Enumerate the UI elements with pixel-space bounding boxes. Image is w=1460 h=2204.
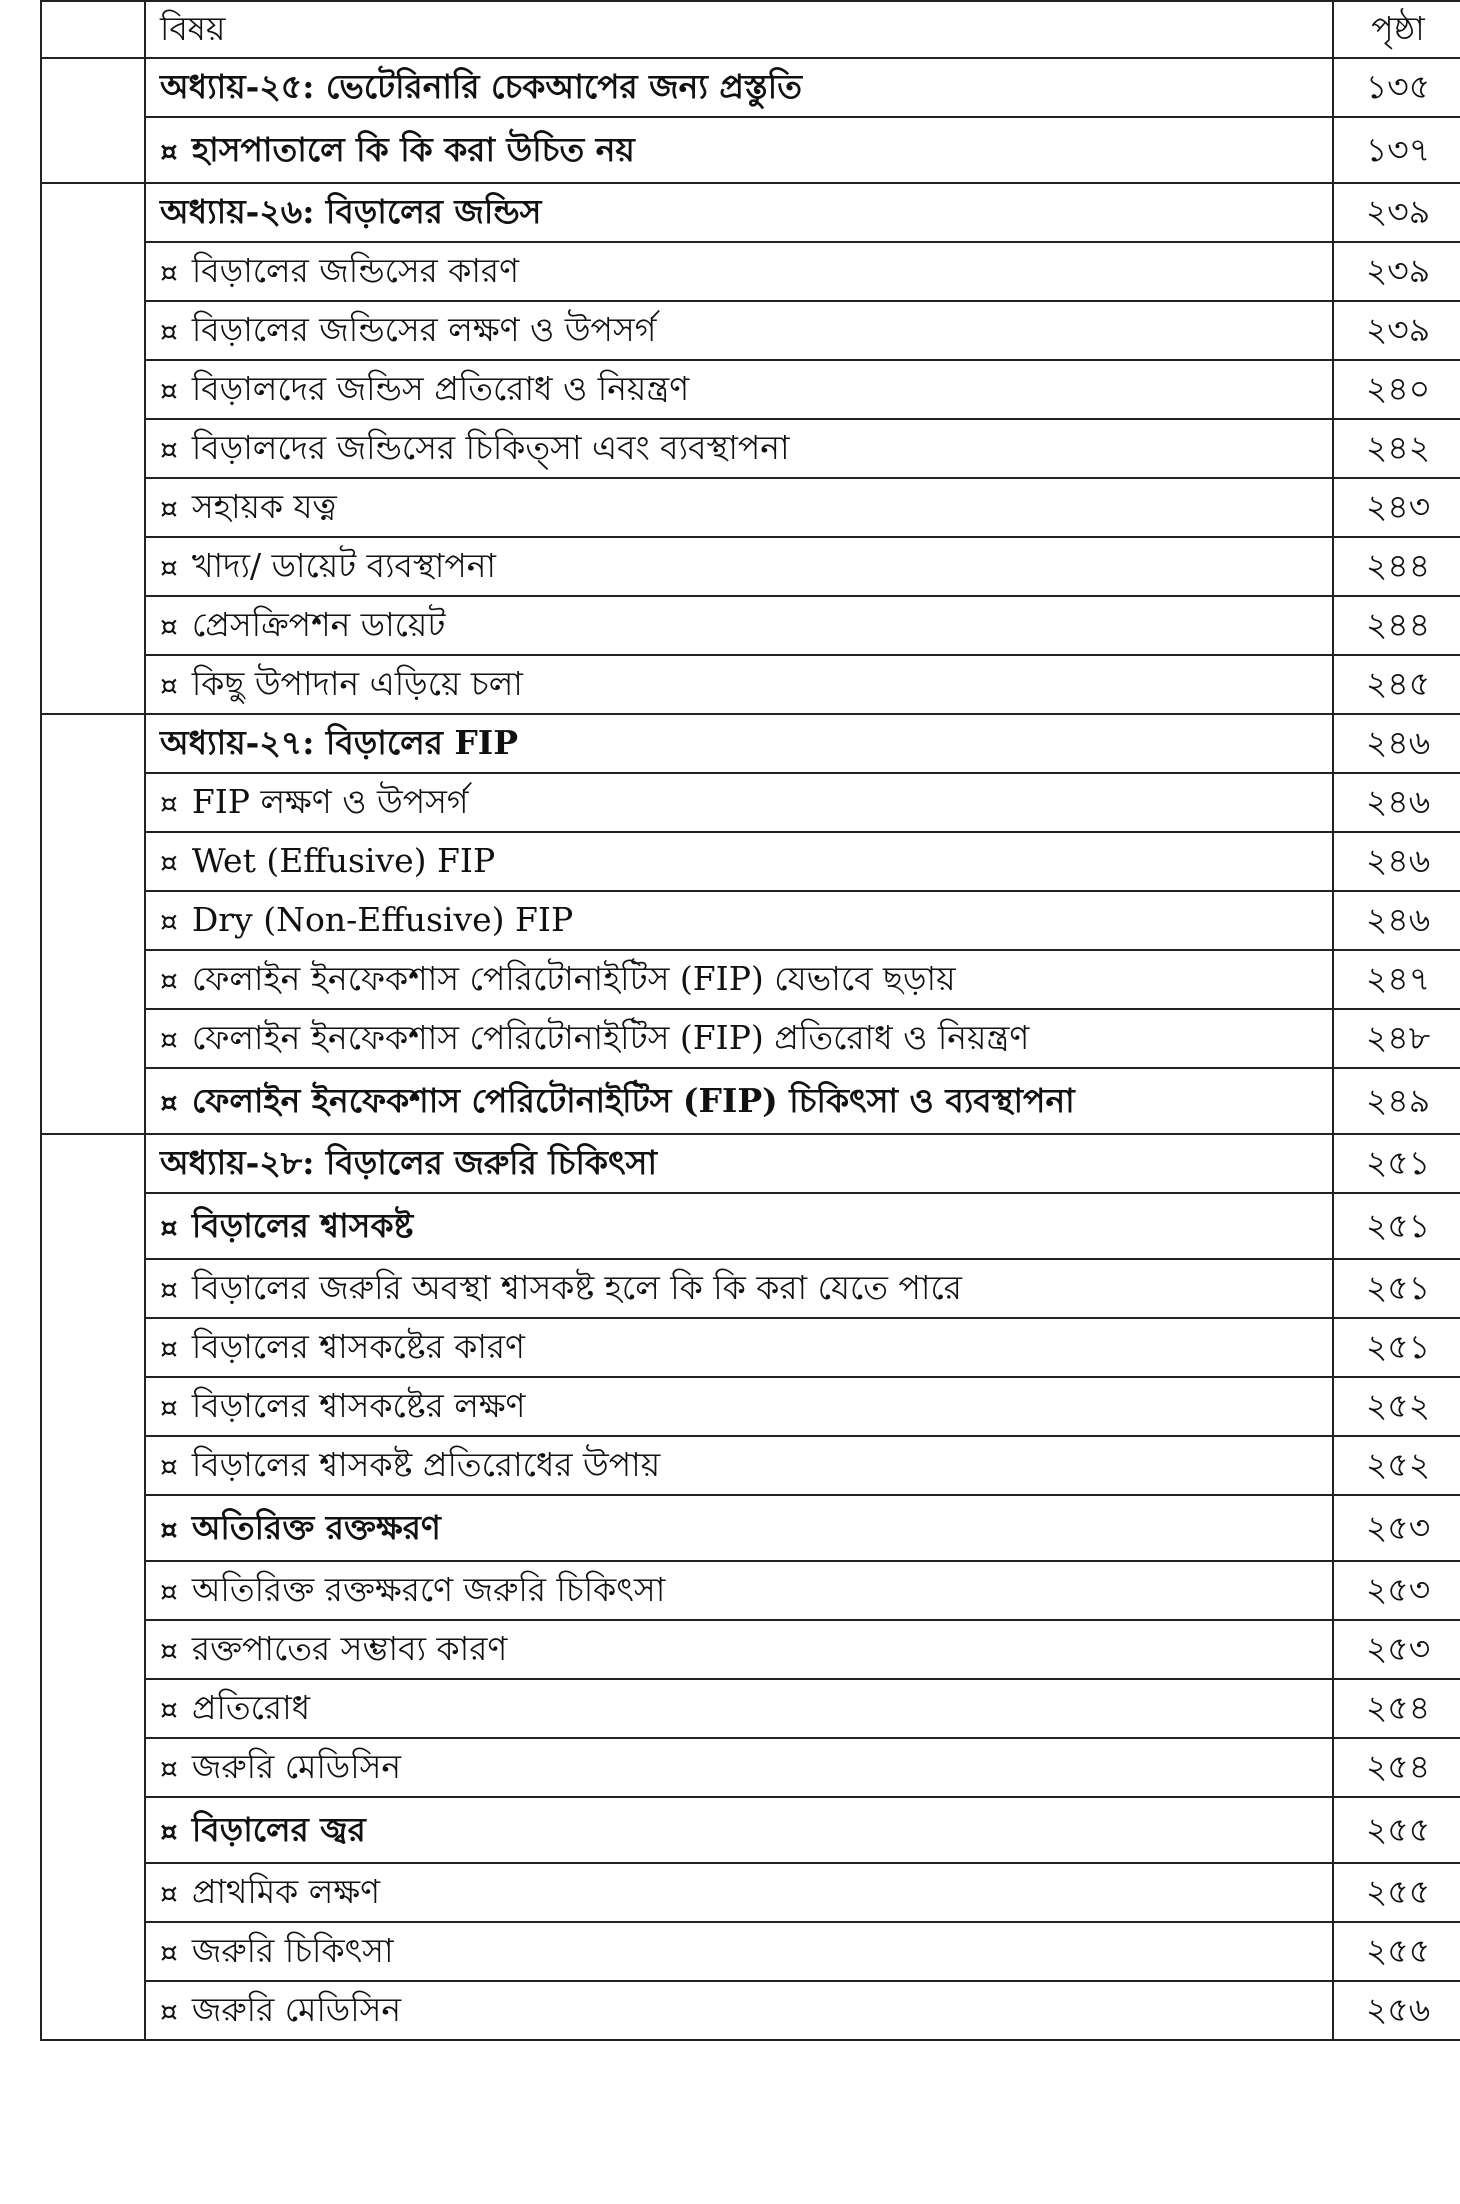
toc-row <box>41 1495 1460 1561</box>
header-page: পৃষ্ঠা <box>1333 1 1460 58</box>
toc-entry-title <box>145 1377 1333 1436</box>
bullet-icon: ¤ <box>160 315 178 349</box>
bullet-icon: ¤ <box>160 846 178 880</box>
page-number: ২৪৬ <box>1333 832 1460 891</box>
toc-row <box>41 1134 1460 1193</box>
page-number: ১৩৭ <box>1333 117 1460 183</box>
page-number: ২৪৬ <box>1333 891 1460 950</box>
entry-text: কিছু উপাদান এড়িয়ে চলা <box>191 664 523 704</box>
page-number: ২৩৯ <box>1333 301 1460 360</box>
entry-text: FIP লক্ষণ ও উপসর্গ <box>191 782 469 822</box>
toc-entry-title <box>145 537 1333 596</box>
toc-entry-title <box>145 655 1333 714</box>
toc-entry-title <box>145 1738 1333 1797</box>
entry-text: বিড়ালের শ্বাসকষ্ট <box>191 1205 414 1245</box>
entry-text: রক্তপাতের সম্ভাব্য কারণ <box>191 1629 508 1669</box>
bullet-icon: ¤ <box>160 905 178 939</box>
toc-row <box>41 1009 1460 1068</box>
entry-text: Wet (Effusive) FIP <box>191 841 496 881</box>
header-topic: বিষয় <box>145 1 1333 58</box>
toc-row <box>41 242 1460 301</box>
entry-text: ফেলাইন ইনফেকশাস পেরিটোনাইটিস (FIP) চিকিৎসা ও ব্যবস্থাপনা <box>191 1080 1075 1120</box>
bullet-icon: ¤ <box>160 1693 178 1727</box>
page-number: ২৫৩ <box>1333 1495 1460 1561</box>
page-number: ২৪৭ <box>1333 950 1460 1009</box>
entry-text: প্রেসক্রিপশন ডায়েট <box>191 605 446 645</box>
page-number: ২৫৪ <box>1333 1738 1460 1797</box>
section-marker-cell <box>41 1 145 58</box>
page-number: ২৫৩ <box>1333 1561 1460 1620</box>
bullet-icon: ¤ <box>160 256 178 290</box>
entry-text: জরুরি মেডিসিন <box>191 1747 402 1787</box>
toc-row <box>41 714 1460 773</box>
toc-row <box>41 1620 1460 1679</box>
bullet-icon: ¤ <box>160 1995 178 2029</box>
toc-entry-title <box>145 1193 1333 1259</box>
bullet-icon: ¤ <box>160 1634 178 1668</box>
entry-text: অধ্যায়-২৫: ভেটেরিনারি চেকআপের জন্য প্রস্তুতি <box>160 67 802 107</box>
toc-entry-title <box>145 596 1333 655</box>
bullet-icon: ¤ <box>160 1023 178 1057</box>
page-number: ২৩৯ <box>1333 183 1460 242</box>
page-number: ২৫৫ <box>1333 1863 1460 1922</box>
toc-row <box>41 1318 1460 1377</box>
toc-row <box>41 1193 1460 1259</box>
toc-row <box>41 183 1460 242</box>
toc-entry-title <box>145 1922 1333 1981</box>
entry-text: জরুরি মেডিসিন <box>191 1990 402 2030</box>
toc-row <box>41 117 1460 183</box>
bullet-icon: ¤ <box>160 551 178 585</box>
toc-row <box>41 360 1460 419</box>
entry-text: অতিরিক্ত রক্তক্ষরণে জরুরি চিকিৎসা <box>191 1570 666 1610</box>
toc-entry-title <box>145 1679 1333 1738</box>
bullet-icon: ¤ <box>160 1814 178 1848</box>
entry-text: হাসপাতালে কি কি করা উচিত নয় <box>191 129 635 169</box>
entry-text: বিড়ালের জন্ডিসের কারণ <box>191 251 520 291</box>
table-of-contents <box>40 0 1460 2041</box>
toc-row <box>41 655 1460 714</box>
toc-row <box>41 596 1460 655</box>
section-marker-cell <box>41 1134 145 2040</box>
toc-entry-title <box>145 419 1333 478</box>
page-number: ২৫১ <box>1333 1318 1460 1377</box>
toc-entry-title <box>145 360 1333 419</box>
toc-row <box>41 1981 1460 2040</box>
bullet-icon: ¤ <box>160 1391 178 1425</box>
page-number: ২৫২ <box>1333 1377 1460 1436</box>
bullet-icon: ¤ <box>160 1575 178 1609</box>
bullet-icon: ¤ <box>160 1450 178 1484</box>
toc-entry-title <box>145 1561 1333 1620</box>
page-number: ২৫১ <box>1333 1134 1460 1193</box>
page-number: ২৫১ <box>1333 1259 1460 1318</box>
toc-row <box>41 537 1460 596</box>
page-number: ২৪৪ <box>1333 596 1460 655</box>
toc-entry-title <box>145 1863 1333 1922</box>
header-row <box>41 1 1460 58</box>
section-marker-cell <box>41 58 145 183</box>
entry-text: অধ্যায়-২৭: বিড়ালের FIP <box>160 723 519 763</box>
toc-row <box>41 1863 1460 1922</box>
bullet-icon: ¤ <box>160 492 178 526</box>
toc-entry-title <box>145 950 1333 1009</box>
toc-entry-title <box>145 1318 1333 1377</box>
page-number: ২৫২ <box>1333 1436 1460 1495</box>
bullet-icon: ¤ <box>160 669 178 703</box>
toc-entry-title <box>145 1068 1333 1134</box>
page-number: ২৪৮ <box>1333 1009 1460 1068</box>
entry-text: অধ্যায়-২৮: বিড়ালের জরুরি চিকিৎসা <box>160 1143 658 1183</box>
toc-entry-title <box>145 1495 1333 1561</box>
entry-text: ফেলাইন ইনফেকশাস পেরিটোনাইটিস (FIP) যেভাবে ছড়ায় <box>191 959 956 999</box>
entry-text: Dry (Non-Effusive) FIP <box>191 900 574 940</box>
page-number: ২৫৫ <box>1333 1797 1460 1863</box>
bullet-icon: ¤ <box>160 1877 178 1911</box>
page-number: ১৩৫ <box>1333 58 1460 117</box>
chapter-title <box>145 183 1333 242</box>
toc-row <box>41 773 1460 832</box>
toc-row <box>41 478 1460 537</box>
toc-entry-title <box>145 478 1333 537</box>
section-marker-cell <box>41 714 145 1134</box>
bullet-icon: ¤ <box>160 1512 178 1546</box>
entry-text: বিড়ালদের জন্ডিস প্রতিরোধ ও নিয়ন্ত্রণ <box>191 369 690 409</box>
toc-row <box>41 1922 1460 1981</box>
toc-row <box>41 1679 1460 1738</box>
toc-entry-title <box>145 1797 1333 1863</box>
entry-text: অতিরিক্ত রক্তক্ষরণ <box>191 1507 441 1547</box>
entry-text: বিড়ালদের জন্ডিসের চিকিত্সা এবং ব্যবস্থাপনা <box>191 428 790 468</box>
toc-row <box>41 1259 1460 1318</box>
chapter-title <box>145 58 1333 117</box>
toc-row <box>41 1377 1460 1436</box>
bullet-icon: ¤ <box>160 1332 178 1366</box>
entry-text: বিড়ালের জরুরি অবস্থা শ্বাসকষ্ট হলে কি কি করা যেতে পারে <box>191 1268 962 1308</box>
bullet-icon: ¤ <box>160 433 178 467</box>
entry-text: বিড়ালের জ্বর <box>191 1809 366 1849</box>
bullet-icon: ¤ <box>160 787 178 821</box>
toc-row <box>41 1436 1460 1495</box>
toc-entry-title <box>145 301 1333 360</box>
bullet-icon: ¤ <box>160 1752 178 1786</box>
entry-text: ফেলাইন ইনফেকশাস পেরিটোনাইটিস (FIP) প্রতিরোধ ও নিয়ন্ত্রণ <box>191 1018 1030 1058</box>
toc-row <box>41 419 1460 478</box>
page-number: ২৪৪ <box>1333 537 1460 596</box>
toc-row <box>41 1797 1460 1863</box>
entry-text: বিড়ালের শ্বাসকষ্ট প্রতিরোধের উপায় <box>191 1445 661 1485</box>
entry-text: অধ্যায়-২৬: বিড়ালের জন্ডিস <box>160 192 542 232</box>
toc-row <box>41 58 1460 117</box>
bullet-icon: ¤ <box>160 610 178 644</box>
page-number: ২৫৫ <box>1333 1922 1460 1981</box>
page-number: ২৫৬ <box>1333 1981 1460 2040</box>
page-number: ২৪২ <box>1333 419 1460 478</box>
entry-text: জরুরি চিকিৎসা <box>191 1931 394 1971</box>
bullet-icon: ¤ <box>160 1210 178 1244</box>
toc-row <box>41 301 1460 360</box>
toc-entry-title <box>145 1981 1333 2040</box>
entry-text: প্রতিরোধ <box>191 1688 311 1728</box>
toc-row <box>41 832 1460 891</box>
bullet-icon: ¤ <box>160 134 178 168</box>
page-number: ২৪৬ <box>1333 714 1460 773</box>
toc-row <box>41 891 1460 950</box>
chapter-title <box>145 714 1333 773</box>
toc-entry-title <box>145 773 1333 832</box>
page-number: ২৩৯ <box>1333 242 1460 301</box>
bullet-icon: ¤ <box>160 964 178 998</box>
toc-entry-title <box>145 242 1333 301</box>
bullet-icon: ¤ <box>160 1936 178 1970</box>
toc-entry-title <box>145 1436 1333 1495</box>
toc-row <box>41 1738 1460 1797</box>
toc-body <box>41 1 1460 2040</box>
page-number: ২৪০ <box>1333 360 1460 419</box>
section-marker-cell <box>41 183 145 714</box>
toc-entry-title <box>145 832 1333 891</box>
toc-entry-title <box>145 1259 1333 1318</box>
page-number: ২৫৪ <box>1333 1679 1460 1738</box>
page-number: ২৪৬ <box>1333 773 1460 832</box>
entry-text: সহায়ক যত্ন <box>191 487 337 527</box>
toc-entry-title <box>145 891 1333 950</box>
toc-entry-title <box>145 1009 1333 1068</box>
chapter-title <box>145 1134 1333 1193</box>
entry-text: বিড়ালের জন্ডিসের লক্ষণ ও উপসর্গ <box>191 310 657 350</box>
toc-entry-title <box>145 1620 1333 1679</box>
page-number: ২৪৫ <box>1333 655 1460 714</box>
bullet-icon: ¤ <box>160 1085 178 1119</box>
entry-text: বিড়ালের শ্বাসকষ্টের লক্ষণ <box>191 1386 526 1426</box>
toc-row <box>41 1068 1460 1134</box>
entry-text: প্রাথমিক লক্ষণ <box>191 1872 381 1912</box>
page-number: ২৪৩ <box>1333 478 1460 537</box>
bullet-icon: ¤ <box>160 374 178 408</box>
toc-row <box>41 1561 1460 1620</box>
toc-row <box>41 950 1460 1009</box>
entry-text: বিড়ালের শ্বাসকষ্টের কারণ <box>191 1327 525 1367</box>
entry-text: খাদ্য/ ডায়েট ব্যবস্থাপনা <box>191 546 496 586</box>
page-number: ২৫৩ <box>1333 1620 1460 1679</box>
page-number: ২৪৯ <box>1333 1068 1460 1134</box>
bullet-icon: ¤ <box>160 1273 178 1307</box>
toc-entry-title <box>145 117 1333 183</box>
page-number: ২৫১ <box>1333 1193 1460 1259</box>
